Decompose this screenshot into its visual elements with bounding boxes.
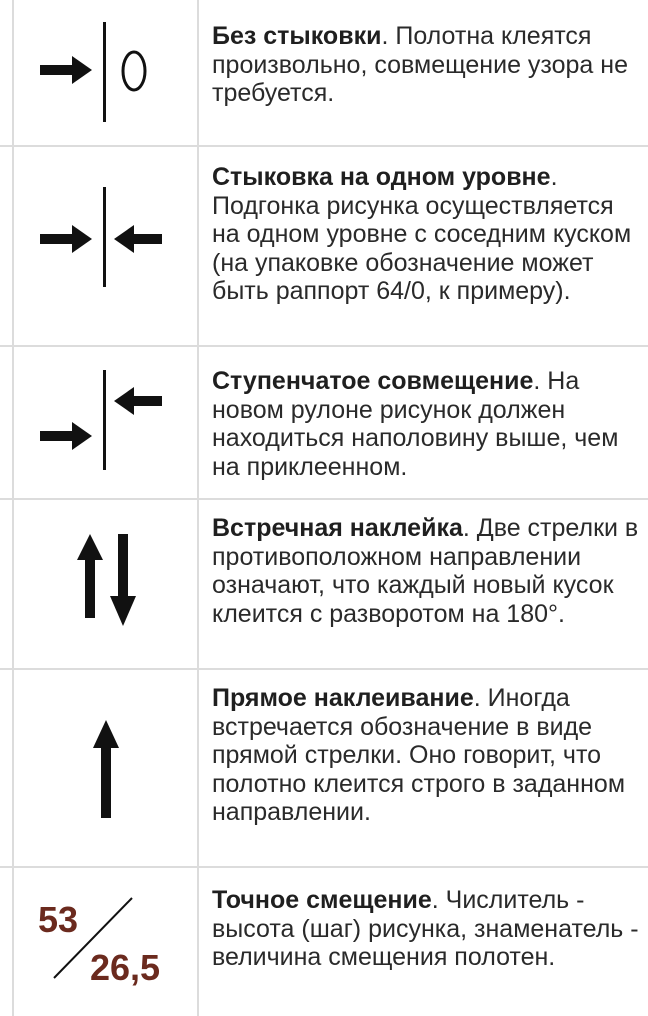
row-text: [212, 22, 640, 108]
row-desc: . На новом рулоне рисунок должен находиться наполовину выше, чем на приклеенном.: [212, 367, 619, 481]
arrows-stepped-bar-icon: [14, 345, 197, 498]
row-term: Точное смещение: [212, 886, 432, 914]
table-row: [0, 668, 648, 868]
row-desc: . Подгонка рисунка осуществляется на одном уровне с соседним куском (на упаковке обозначение может быть раппорт 64/0, к примеру).: [212, 163, 632, 305]
table-row: [0, 0, 648, 147]
icon-cell: [12, 866, 199, 1016]
icon-cell: [12, 145, 199, 345]
table-row: [0, 145, 648, 347]
icon-cell: [12, 345, 199, 498]
row-desc: . Полотна клеятся произвольно, совмещение узора не требуется.: [212, 22, 628, 107]
row-text: [212, 163, 640, 306]
arrow-right-bar-zero-icon: [14, 0, 197, 145]
row-text: [212, 514, 640, 628]
icon-cell: [12, 498, 199, 668]
fraction-numerator: 53: [38, 899, 79, 940]
fraction-denominator: 26,5: [90, 947, 161, 988]
row-text: [212, 886, 640, 972]
table-row: [0, 345, 648, 500]
icon-cell: [12, 668, 199, 866]
row-text: [212, 684, 640, 827]
fraction-offset-icon: [14, 866, 197, 1016]
table-row: [0, 866, 648, 1016]
table-row: [0, 498, 648, 670]
row-desc: . Числитель - высота (шаг) рисунка, знаменатель - величина смещения полотен.: [212, 886, 639, 971]
row-term: Прямое наклеивание: [212, 684, 474, 712]
row-term: Ступенчатое совмещение: [212, 367, 534, 395]
arrow-up-icon: [14, 668, 197, 866]
arrows-up-down-icon: [14, 498, 197, 668]
row-term: Стыковка на одном уровне: [212, 163, 551, 191]
row-term: Встречная наклейка: [212, 514, 463, 542]
row-term: Без стыковки: [212, 22, 382, 50]
arrows-facing-bar-icon: [14, 145, 197, 345]
row-text: [212, 367, 640, 481]
icon-cell: [12, 0, 199, 145]
row-desc: . Иногда встречается обозначение в виде прямой стрелки. Оно говорит, что полотно клеится строго в заданном направлении.: [212, 684, 626, 826]
row-desc: . Две стрелки в противоположном направлении означают, что каждый новый кусок клеится с разворотом на 180°.: [212, 514, 639, 628]
